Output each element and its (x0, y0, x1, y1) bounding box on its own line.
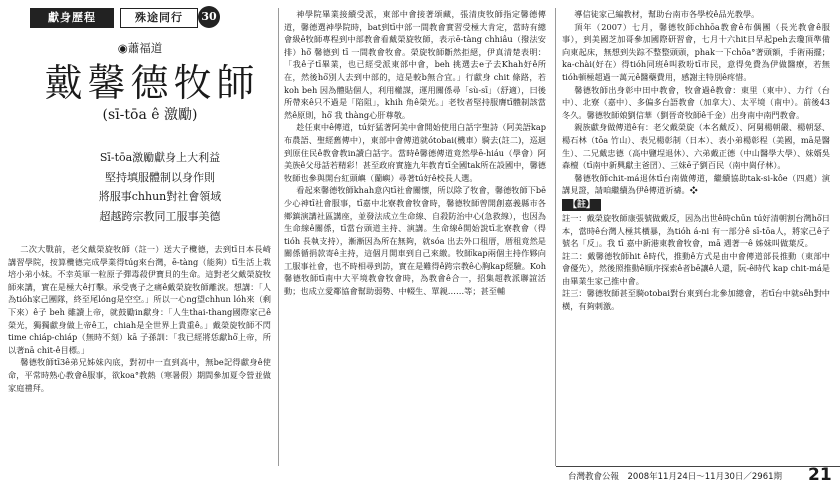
paragraph: 二次大戰前，老父戴榮旋牧師（註一）送大子欖德，去到tī日本長崎講習學院，按算欖德完成學業得túg來台灣，ē-tàng（能夠）tī生活上栽培小弟小妹。不幸英軍一粒原子彈毒殺伊寶貝的生命。這對老父戴榮旋牧師來講，實在是極大ê打擊。承受喪子之痛ê戴榮旋牧師離淚。想講：「人為tióh家己團隊，終至尾lóng是空空。」所以一心ng望chhun lóh來（剩下來）ê子 beh 雖讀上帝，就鼓勵in獻身：「人生thai-thang國際家己ê榮光，獨獨獻身做上帝ê工，chiah是全世界上貴重ê。」戴榮旋牧師不閃time chiáp-chiáp（無時不刻）kā 子孫訓：「我已經將恁獻hō͘上帝，所以著nā chit-ê目標。」 (8, 244, 271, 355)
poem-line: 將服事chhun對社會領域 (98, 190, 222, 203)
series-label-primary: 獻身歷程 (30, 8, 114, 28)
poem-line: Sī-tōa激勵獻身上大利益 (99, 151, 221, 164)
publication-info: 台灣教會公報 2008年11月24日～11月30日／2961期 (568, 472, 783, 482)
column-divider (278, 8, 279, 466)
footer-rule (556, 466, 840, 467)
poem-block (70, 148, 250, 226)
paragraph: 神學院畢業接續受派，東部中會接著頌藏，張清庚牧師指定馨德傳道，馨德選神學院時，bat到tī中部一間教會實習受極大肯定，當時有總會級ê牧師專程到中部教會看戴榮旋牧師，表示ē-tàng chhiâu（撥法安排）hō͘ 馨德到 tī 一間教會牧會。榮旋牧師斷然拒絕，伊真清楚表明：「我ê子tī畢業，也已經受派東部中會，beh 挑選去e子去Khah好ê所在，然後hō͘別人去到中部的，這是較b無合宜。」行獻身 chit 條路，若 koh beh 因為體貼個人，利用權謀，運用關係尋「sù-sī」（舒適），曰後所帶來ê只不過是「陷阻」，khih 角ê榮光。」老牧者堅持服膺tī體制該當然ê原則，hō͘ 我 thàng心肝尊敬。 (284, 9, 546, 120)
column-divider (555, 8, 556, 466)
paragraph: 導信徒家己編教材，幫助台南市各學校ê品光教學。 (574, 9, 760, 19)
paragraph: 頂年（2007）七月，馨德牧師chhōa教會ê布偶團（長光教會ê服事），到美國芝加哥參加國際研習會，七月十六hit日早起peh去瓊頂準備向東起床，無想到失踪不整整頭頭，phak一下chōa°著頭額，手術兩擺；ka-chài(好在）得tióh同班ê叫救吩tī市民，意得免費為伊做醫療，若無tióh頓極超過一萬元ê醫藥費用，感謝主特別ê疼惜。 (562, 21, 830, 82)
page-number: 21 (808, 465, 832, 485)
poem-line: 超越跨宗教同工服事美德 (99, 209, 221, 223)
footnote: 註一：戴榮旋牧師康張號做戴反，因為出世ê時chūn tú好清朝割台灣hō͘日本，當時ê台灣人極其橫暴，為tióh á-ni 有一部分ê sī-tōa人，將家己ê子號名「反」。我 tī 嘉中新港東教會牧會，mā 遇著一ê 姊妹叫做葉反。 (562, 212, 830, 249)
series-header (30, 6, 220, 30)
issue-number-badge: 30 (198, 6, 220, 28)
paragraph: 趁任東中ê傳道，tú好猛著阿美中會開始使用白話字聖詩（阿美語kap布農語、聖經舊傳中），東部中會傳道就ótobai(機車）騎去(註二)，巡迴到原住民ê教會教in讀白話字。當時ê馨德傳道竟然學ē-hiáu（學會）阿美族ê父母話若精彩！甚至政府實施九年教育tī全國tak所在設國中，馨德牧師也參與開台紅頭嶼（蘭嶼）尋著tú好ê校長人選。 (284, 122, 546, 183)
paragraph: 親族獻身做傳道ê有：老父戴榮旋（本名戴反）、阿舅楊朝嚴、楊朝瑟、楊石林（tōa 竹山）、表兄楊彰制（日本）、表小弟楊彰程（美國，mā是醫生）、二兄戴忠德（高中鹽埕退休）、六弟戴正德（中山醫學大學）、妹婿吳森檀（tī南中新興獻主爸囝）、三妹ē子劉百民（南中崗仔林）。 (562, 122, 830, 171)
page-footer (0, 466, 840, 485)
poem-line: 堅持填服體制以身作則 (105, 170, 215, 184)
article-subtitle: (sī-tōa ê 激勵) (102, 107, 198, 123)
notes-heading: 【註】 (562, 199, 601, 211)
paragraph: 馨德牧師chit-má退休tī台南做傳道，繼續協助tak-si-kôe（四處）演講見證，請咱繼續為伊ê傳道祈禱。❖ (562, 172, 830, 196)
paragraph: 馨德牧師tī3ê弟兄姊妹內底，對初中一直到高中，無be記得獻身ê使命，平常時熟心教會ê服事，欲koa°教熱（寒暑假）期間參加夏令營並做家庭禮拜。 (8, 357, 271, 393)
paragraph: 看起來馨德牧師khah意內tī社會關懷，所以除了牧會，馨德牧師下bē少心神tī社會服事，tī嘉中北寮教會牧會時，馨德牧師曾開創嘉義縣市各鄉鎮演講社區講座，並發法成立生命線、自殺防治中心(急救線），也因為生命線ê關係，tī當台頭道主持、演講。生命線ê開始說tī北寮教會（得tióh 長執支持），漸漸因為所在無夠，就sóa 出去外口租厝，厝租竟然是關係循捐款寄ê主持，這個月開車到自己來繳。牧師kap兩個主持作夥向工服事社會，也不時相尋到訪，實在是難得ê跨宗教ê心胸kap經驗。Koh馨德牧師tī南中大平境教會牧會時，為教會ê合一，招集超教派聯誼活動；也成立愛鄰協會幫助弱勢、中輟生、單親……等；甚至輔 (284, 185, 546, 297)
article-column-1 (8, 243, 271, 394)
series-label-secondary: 殊途同行 (120, 8, 198, 28)
paragraph: 馨德牧師出身彰中田中教會，牧會過ê教會：東里（東中）、力行（台中）、北寮（嘉中）、多偏多台語教會（加拿大）、太平境（南中）。前後43冬久。馨德牧師娘劉信華（劉晉奇牧師ê千金）出身南中南門教會。 (562, 84, 830, 120)
article-column-3 (562, 8, 830, 313)
author-byline: ◉蕭福道 (117, 41, 163, 55)
footnote: 註二：戴馨德牧師hit ê時代，推動ê方式是由中會傳道部長推動（東部中會優先），然後照推動ê順序探索ê者bē讓ê人還，阮-ê時代 kap chit-má是由畢業生家己推中會。 (562, 250, 830, 286)
article-title: 戴馨德牧師 (44, 61, 260, 105)
footnote: 註三：馨德牧師甚至騎otobai對台東到台北參加總會，若tī台中就sêh對中橫，有夠刺激。 (562, 288, 830, 312)
article-column-2 (284, 8, 546, 298)
